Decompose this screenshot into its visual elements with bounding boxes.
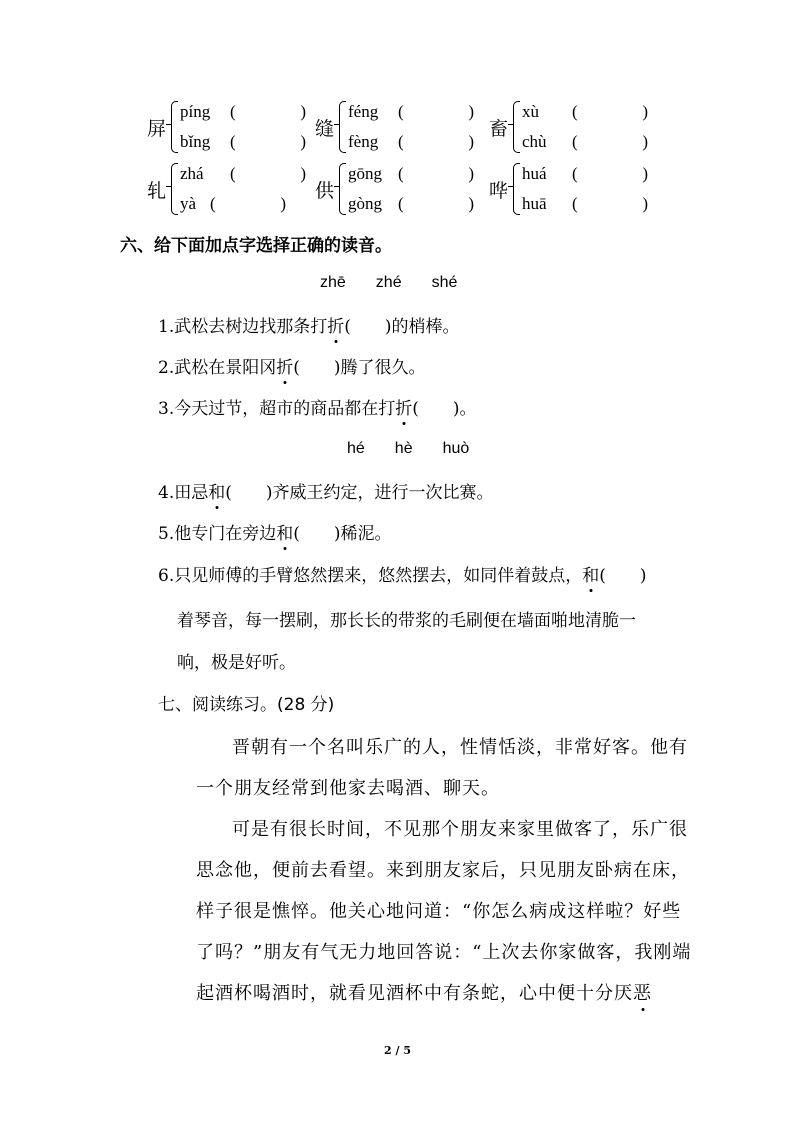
brace bbox=[339, 163, 346, 215]
pinyin-option: hé bbox=[347, 440, 365, 457]
answer-blank[interactable]: ( ) bbox=[398, 164, 474, 183]
poly-reading: píng bbox=[180, 102, 211, 121]
answer-blank[interactable]: ( ) bbox=[599, 566, 647, 586]
question-item: 5.他专门在旁边和( )稀泥。 bbox=[158, 519, 392, 544]
brace bbox=[171, 101, 178, 153]
poly-reading: chù bbox=[522, 132, 547, 151]
pinyin-options bbox=[347, 440, 469, 458]
reading-line: 了吗？”朋友有气无力地回答说：“上次去你家做客，我刚端 bbox=[196, 942, 692, 963]
reading-line: 思念他，便前去看望。来到朋友家后，只见朋友卧病在床， bbox=[196, 860, 690, 881]
poly-reading: bǐng bbox=[180, 132, 211, 151]
poly-reading: huā bbox=[522, 194, 547, 213]
poly-reading: zhá bbox=[180, 164, 204, 183]
poly-reading: yà bbox=[180, 194, 197, 213]
pinyin-option: huò bbox=[442, 440, 470, 457]
reading-line: 起酒杯喝酒时，就看见酒杯中有条蛇，心中便十分厌恶 bbox=[196, 979, 652, 1005]
question-item-continued: 响，极是好听。 bbox=[177, 653, 296, 673]
poly-char: 畜 bbox=[489, 117, 509, 140]
reading-line: 可是有很长时间，不见那个朋友来家里做客了，乐广很 bbox=[232, 819, 688, 840]
poly-reading: fèng bbox=[348, 132, 379, 151]
answer-blank[interactable]: ( ) bbox=[230, 102, 306, 121]
dotted-char: 恶 bbox=[633, 979, 652, 1005]
page-number: 2 / 5 bbox=[384, 1044, 411, 1057]
answer-blank[interactable]: ( ) bbox=[210, 194, 286, 213]
answer-blank[interactable]: ( ) bbox=[572, 132, 648, 151]
answer-blank[interactable]: ( ) bbox=[293, 358, 341, 378]
pinyin-options bbox=[320, 274, 457, 292]
polyphonic-entry bbox=[489, 163, 648, 215]
poly-char: 屏 bbox=[147, 117, 167, 140]
pinyin-option: zhē bbox=[320, 274, 346, 291]
dotted-char: 折 bbox=[327, 312, 344, 337]
answer-blank[interactable]: ( ) bbox=[398, 102, 474, 121]
polyphonic-entry bbox=[315, 163, 474, 215]
poly-char: 缝 bbox=[315, 117, 335, 140]
dotted-char: 和 bbox=[582, 561, 599, 586]
answer-blank[interactable]: ( ) bbox=[230, 132, 306, 151]
dotted-char: 折 bbox=[395, 394, 412, 419]
poly-reading: huá bbox=[522, 164, 547, 183]
question-item: 6.只见师傅的手臂悠然摆来，悠然摆去，如同伴着鼓点，和( ) bbox=[158, 561, 646, 586]
pinyin-option: hè bbox=[394, 440, 413, 457]
dotted-char: 和 bbox=[208, 478, 225, 503]
dotted-char: 折 bbox=[276, 353, 293, 378]
answer-blank[interactable]: ( ) bbox=[230, 164, 306, 183]
poly-reading: gòng bbox=[348, 194, 382, 213]
question-item-continued: 着琴音，每一摆刷，那长长的带浆的毛刷便在墙面啪地清脆一 bbox=[177, 611, 636, 631]
dotted-char: 和 bbox=[276, 519, 293, 544]
question-item: 4.田忌和( )齐威王约定，进行一次比赛。 bbox=[158, 478, 494, 503]
answer-blank[interactable]: ( ) bbox=[572, 194, 648, 213]
reading-line: 晋朝有一个名叫乐广的人，性情恬淡，非常好客。他有 bbox=[232, 737, 688, 758]
question-item: 2.武松在景阳冈折( )腾了很久。 bbox=[158, 353, 426, 378]
brace bbox=[513, 101, 520, 153]
polyphonic-entry bbox=[147, 163, 306, 215]
polyphonic-entry bbox=[315, 101, 474, 153]
poly-char: 哗 bbox=[489, 179, 509, 202]
answer-blank[interactable]: ( ) bbox=[293, 524, 341, 544]
question-item: 3.今天过节，超市的商品都在打折( )。 bbox=[158, 394, 477, 419]
answer-blank[interactable]: ( ) bbox=[572, 102, 648, 121]
brace bbox=[171, 163, 178, 215]
reading-line: 一个朋友经常到他家去喝酒、聊天。 bbox=[196, 778, 500, 799]
poly-reading: gōng bbox=[348, 164, 382, 183]
answer-blank[interactable]: ( ) bbox=[412, 399, 460, 419]
reading-line: 样子很是憔悴。他关心地问道：“你怎么病成这样啦？好些 bbox=[196, 901, 682, 922]
answer-blank[interactable]: ( ) bbox=[344, 317, 392, 337]
poly-char: 供 bbox=[315, 179, 335, 202]
brace bbox=[339, 101, 346, 153]
section-title: 六、给下面加点字选择正确的读音。 bbox=[120, 236, 392, 256]
answer-blank[interactable]: ( ) bbox=[572, 164, 648, 183]
polyphonic-entry bbox=[489, 101, 648, 153]
poly-reading: féng bbox=[348, 102, 379, 121]
poly-reading: xù bbox=[522, 102, 539, 121]
brace bbox=[513, 163, 520, 215]
question-item: 1.武松去树边找那条打折( )的梢棒。 bbox=[158, 312, 460, 337]
poly-char: 轧 bbox=[147, 179, 167, 202]
answer-blank[interactable]: ( ) bbox=[398, 194, 474, 213]
answer-blank[interactable]: ( ) bbox=[225, 483, 273, 503]
answer-blank[interactable]: ( ) bbox=[398, 132, 474, 151]
pinyin-option: shé bbox=[431, 274, 458, 291]
pinyin-option: zhé bbox=[375, 274, 402, 291]
polyphonic-entry bbox=[147, 101, 306, 153]
section-title: 七、阅读练习。(28 分) bbox=[158, 695, 335, 715]
